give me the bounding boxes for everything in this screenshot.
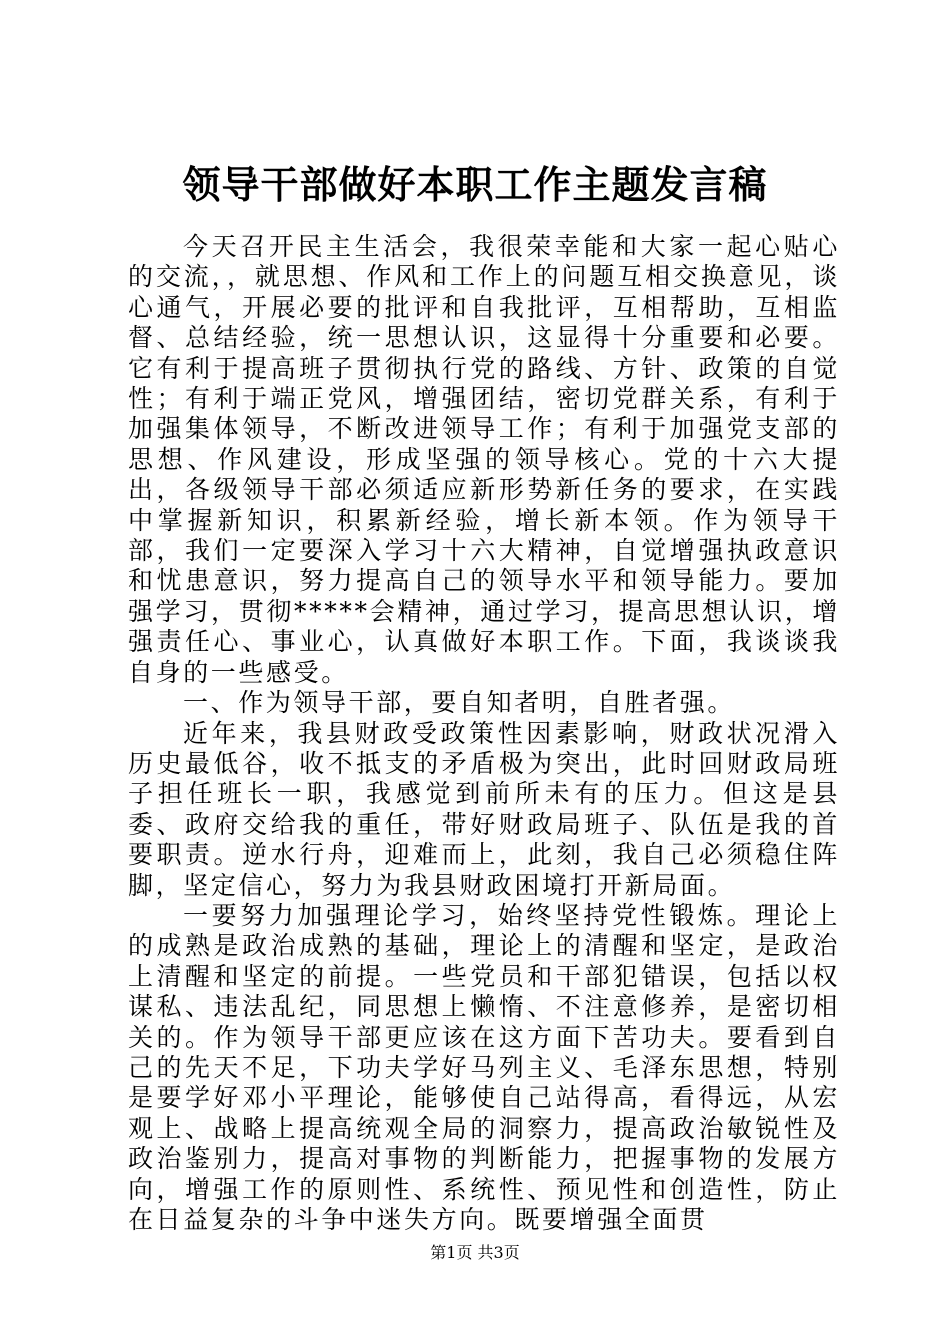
page-footer: 第1页 共3页 bbox=[430, 1243, 520, 1262]
paragraph-intro: 今天召开民主生活会，我很荣幸能和大家一起心贴心的交流，，就思想、作风和工作上的问题互相交换意见，谈心通气，开展必要的批评和自我批评，互相帮助，互相监督、总结经验，统一思想认识，这显得十分重要和必要。它有利于提高班子贯彻执行党的路线、方针、政策的自觉性；有利于端正党风，增强团结，密切党群关系，有利于加强集体领导，不断改进领导工作；有利于加强党支部的思想、作风建设，形成坚强的领导核心。党的十六大提出，各级领导干部必须适应新形势新任务的要求，在实践中掌握新知识，积累新经验，增长新本领。作为领导干部，我们一定要深入学习十六大精神，自觉增强执政意识和忧患意识，努力提高自己的领导水平和领导能力。要加强学习，贯彻*****会精神，通过学习，提高思想认识，增强责任心、事业心，认真做好本职工作。下面，我谈谈我自身的一些感受。 bbox=[128, 232, 840, 687]
document-body bbox=[128, 232, 840, 1235]
section-heading-1: 一、作为领导干部，要自知者明，自胜者强。 bbox=[183, 688, 736, 718]
document-title: 领导干部做好本职工作主题发言稿 bbox=[182, 162, 768, 207]
paragraph-background: 近年来，我县财政受政策性因素影响，财政状况滑入历史最低谷，收不抵支的矛盾极为突出，此时回财政局班子担任班长一职，我感觉到前所未有的压力。但这是县委、政府交给我的重任，带好财政局班子、队伍是我的首要职责。逆水行舟，迎难而上，此刻，我自己必须稳住阵脚，坚定信心，努力为我县财政困境打开新局面。 bbox=[128, 718, 840, 900]
paragraph-theory-study: 一要努力加强理论学习，始终坚持党性锻炼。理论上的成熟是政治成熟的基础，理论上的清醒和坚定，是政治上清醒和坚定的前提。一些党员和干部犯错误，包括以权谋私、违法乱纪，同思想上懒惰、不注意修养，是密切相关的。作为领导干部更应该在这方面下苦功夫。要看到自己的先天不足，下功夫学好马列主义、毛泽东思想，特别是要学好邓小平理论，能够使自己站得高，看得远，从宏观上、战略上提高统观全局的洞察力，提高政治敏锐性及政治鉴别力，提高对事物的判断能力，把握事物的发展方向，增强工作的原则性、系统性、预见性和创造性，防止在日益复杂的斗争中迷失方向。既要增强全面贯 bbox=[128, 900, 840, 1234]
